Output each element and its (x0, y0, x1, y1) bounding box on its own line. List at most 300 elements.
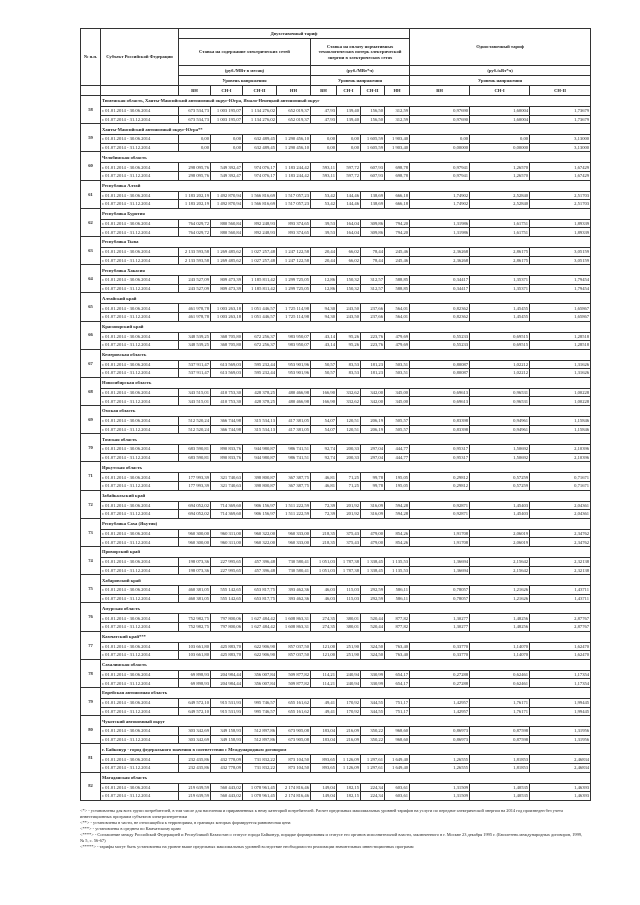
region-row (81, 208, 591, 219)
tariff-value: 960 322,00 (243, 538, 277, 547)
tariff-value: 1,43711 (530, 594, 591, 603)
tariff-value: 995 746,57 (243, 707, 277, 716)
row-number: 81 (81, 744, 101, 772)
tariff-value: 356 007,84 (243, 670, 277, 679)
region-name: Республика Бурятия (101, 208, 591, 219)
region-row (81, 124, 591, 135)
period-label: с 01.01.2014 - 30.06.2014 (101, 135, 179, 144)
tariff-value: 1 247 122,58 (277, 256, 311, 265)
tariff-value: 0,69613 (410, 388, 470, 397)
tariff-value: 983 950,07 (277, 332, 311, 341)
region-name: Республика Алтай (101, 180, 591, 191)
tariff-value: 564,01 (385, 312, 410, 321)
region-name: Красноярский край (101, 321, 591, 332)
tariff-value: 0,95317 (410, 453, 470, 462)
row-number: 64 (81, 265, 101, 293)
period-label: с 01.01.2014 - 30.06.2014 (101, 670, 179, 679)
region-name: Иркутская область (101, 462, 591, 473)
tariff-value: 764 029,72 (179, 219, 211, 228)
row-number: 68 (81, 377, 101, 405)
tariff-value: 195,05 (385, 482, 410, 491)
tariff-value: 0,71671 (530, 482, 591, 491)
tariff-value: 0,69613 (410, 397, 470, 406)
tariff-value: 2,32138 (530, 558, 591, 567)
tariff-value: 1 126,09 (337, 763, 361, 772)
period-label: с 01.07.2014 - 31.12.2014 (101, 679, 179, 688)
tariff-value: 873 104,50 (277, 763, 311, 772)
tariff-value: 509 877,82 (277, 670, 311, 679)
region-row (81, 744, 591, 755)
tariff-value: 0,96531 (470, 388, 530, 397)
tariff-value: 673 534,73 (179, 107, 211, 116)
tariff-value: 309,86 (361, 219, 385, 228)
tariff-value: 92,74 (311, 453, 337, 462)
period-label: с 01.01.2014 - 30.06.2014 (101, 332, 179, 341)
tariff-value: 1,91708 (410, 529, 470, 538)
period-label: с 01.01.2014 - 30.06.2014 (101, 727, 179, 736)
tariff-value: 115,03 (337, 594, 361, 603)
tariff-value: 444,77 (385, 445, 410, 454)
tariff-value: 1,26570 (470, 163, 530, 172)
tariff-value: 0,34417 (410, 276, 470, 285)
period-row (81, 388, 591, 397)
tariff-value: 1,21626 (470, 594, 530, 603)
tariff-value: 2,15642 (470, 566, 530, 575)
tariff-value: 0,97690 (410, 115, 470, 124)
two-part-tariff-header: Двухставочный тариф (179, 29, 410, 39)
tariff-value: 219 639,59 (179, 792, 211, 801)
tariff-value: 890 833,76 (211, 445, 243, 454)
tariff-value: 0,83398 (410, 417, 470, 426)
tariff-value: 53,42 (311, 200, 337, 209)
tariff-value: 1,40535 (470, 792, 530, 801)
tariff-value: 2,36268 (410, 256, 470, 265)
tariff-value: 560 443,02 (211, 792, 243, 801)
tariff-value: 245,46 (385, 247, 410, 256)
tariff-value: 0,62461 (470, 679, 530, 688)
tariff-value: 694 052,02 (179, 501, 211, 510)
region-row (81, 236, 591, 247)
region-row (81, 321, 591, 332)
region-name: Приморский край (101, 547, 591, 558)
tariff-value: 603,61 (385, 783, 410, 792)
tariff-value: 181,23 (361, 360, 385, 369)
tariff-value: 1,00228 (530, 388, 591, 397)
tariff-value: 537 911,47 (179, 360, 211, 369)
tariff-value: 398 800,87 (243, 473, 277, 482)
tariff-value: 1,60004 (470, 107, 530, 116)
row-number: 59 (81, 124, 101, 152)
tariff-value: 1 027 257,48 (243, 256, 277, 265)
region-row (81, 406, 591, 417)
tariff-value: 974 076,17 (243, 163, 277, 172)
tariff-value: 1 183 244,42 (277, 171, 311, 180)
period-label: с 01.07.2014 - 31.12.2014 (101, 200, 179, 209)
tariff-value: 1 134 276,02 (243, 115, 277, 124)
tariff-value: 1,62470 (530, 651, 591, 660)
tariff-value: 0,00 (211, 143, 243, 152)
row-number: 80 (81, 716, 101, 744)
tariff-value: 219 639,59 (179, 783, 211, 792)
period-label: с 01.07.2014 - 31.12.2014 (101, 792, 179, 801)
tariff-value: 0,86973 (410, 727, 470, 736)
tariff-value: 78,44 (361, 256, 385, 265)
period-label: с 01.01.2014 - 30.06.2014 (101, 417, 179, 426)
tariff-value: 586,11 (385, 586, 410, 595)
tariff-value: 367 387,75 (277, 473, 311, 482)
tariff-value: 1 078 961,45 (243, 783, 277, 792)
tariff-value: 1 605,59 (361, 143, 385, 152)
footnote: <*****> - тарифы могут быть установлены на уровне выше предельных максимальных уровней вследствие необходимости реализации значительных инвестиционных программ (80, 844, 414, 849)
row-number: 76 (81, 603, 101, 631)
tariff-value: 655 161,62 (277, 707, 311, 716)
tariff-value: 344,55 (361, 698, 385, 707)
tariff-value: 1 051,03 (311, 558, 337, 567)
level-nn: НН (277, 86, 311, 96)
tariff-value: 873 104,50 (277, 755, 311, 764)
tariff-value: 915 531,93 (211, 707, 243, 716)
tariff-value: 114,21 (311, 679, 337, 688)
region-name: Чукотский автономный округ (101, 716, 591, 727)
tariff-value: 349 158,93 (211, 727, 243, 736)
tariff-value: 968,60 (385, 727, 410, 736)
tariff-value: 66,02 (337, 256, 361, 265)
tariff-value: 1,79454 (530, 284, 591, 293)
tariff-value: 3,13000 (530, 135, 591, 144)
tariff-value: 0,80087 (410, 369, 470, 378)
one-part-tariff-header: Одноставочный тариф (410, 29, 591, 66)
tariff-value: 0,96531 (470, 397, 530, 406)
tariff-value: 1,67429 (530, 163, 591, 172)
tariff-value: 1 003 195,07 (211, 107, 243, 116)
tariff-value: 505,57 (385, 417, 410, 426)
period-label: с 01.07.2014 - 31.12.2014 (101, 707, 179, 716)
tariff-value: 1,99445 (530, 707, 591, 716)
tariff-value: 714 369,60 (211, 510, 243, 519)
level-sn1: СН-I (337, 86, 361, 96)
level-sn2: СН-II (361, 86, 385, 96)
footnote: <**> - установлены в части, не относящейся к территориям, в границах которых формируется равновесная цена (80, 820, 291, 825)
region-row (81, 631, 591, 642)
tariff-value: 3,13000 (530, 143, 591, 152)
tariff-value: 597,72 (337, 171, 361, 180)
tariff-value: 1,31626 (530, 360, 591, 369)
tariff-value: 649 572,10 (179, 707, 211, 716)
level-nn: НН (385, 86, 410, 96)
tariff-value: 960 311,00 (211, 538, 243, 547)
tariff-value: 960 333,00 (277, 529, 311, 538)
tariff-value: 730 580,41 (277, 558, 311, 567)
tariff-value: 613 569,03 (211, 360, 243, 369)
tariff-value: 1,02212 (470, 360, 530, 369)
tariff-value: 1,26555 (410, 763, 470, 772)
tariff-value: 593,11 (311, 171, 337, 180)
tariff-value: 2,87767 (530, 622, 591, 631)
tariff-value: 512 520,24 (179, 425, 211, 434)
tariff-value: 0,69515 (470, 341, 530, 350)
tariff-value: 156,50 (361, 107, 385, 116)
period-row (81, 247, 591, 256)
tariff-value: 428 378,25 (243, 397, 277, 406)
tariff-value: 20,44 (311, 247, 337, 256)
row-number: 74 (81, 547, 101, 575)
tariff-value: 138,69 (361, 200, 385, 209)
tariff-value: 960 333,00 (277, 538, 311, 547)
period-label: с 01.07.2014 - 31.12.2014 (101, 566, 179, 575)
tariff-value: 3,05159 (530, 256, 591, 265)
tariff-value: 350,22 (361, 735, 385, 744)
period-row (81, 473, 591, 482)
tariff-value: 1,14070 (470, 651, 530, 660)
tariff-value: 797 800,06 (211, 622, 243, 631)
tariff-value: 200,33 (337, 445, 361, 454)
tariff-value: 309,86 (361, 228, 385, 237)
tariff-value: 2 133 593,58 (179, 256, 211, 265)
tariff-value: 240,94 (337, 670, 361, 679)
period-label: с 01.01.2014 - 30.06.2014 (101, 586, 179, 595)
tariff-value: 968,60 (385, 735, 410, 744)
tariff-value: 72,39 (311, 501, 337, 510)
tariff-value: 1,00228 (530, 397, 591, 406)
tariff-value: 0,57259 (470, 473, 530, 482)
tariff-value: 0,86973 (410, 735, 470, 744)
region-name: Кемеровская область (101, 349, 591, 360)
tariff-value: 1 134 276,02 (243, 107, 277, 116)
tariff-value: 83,53 (337, 360, 361, 369)
tariff-value: 731 832,22 (243, 763, 277, 772)
tariff-value: 607,93 (361, 171, 385, 180)
tariff-value: 479,00 (361, 538, 385, 547)
tariff-value: 809 473,39 (211, 284, 243, 293)
tariff-value: 880 560,84 (211, 219, 243, 228)
tariff-value: 138,69 (361, 191, 385, 200)
tariff-value: 1,17354 (530, 670, 591, 679)
level-sn1: СН-I (211, 86, 243, 96)
tariff-value: 461 978,78 (179, 312, 211, 321)
tariff-value: 1,89339 (530, 228, 591, 237)
tariff-value: 960 322,00 (243, 529, 277, 538)
period-label: с 01.07.2014 - 31.12.2014 (101, 143, 179, 152)
period-row (81, 332, 591, 341)
tariff-value: 1 787,38 (337, 558, 361, 567)
region-row (81, 603, 591, 614)
tariff-value: 223,76 (361, 341, 385, 350)
period-row (81, 115, 591, 124)
period-row (81, 622, 591, 631)
tariff-value: 1 297,61 (361, 755, 385, 764)
tariff-value: 854,26 (385, 529, 410, 538)
tariff-value: 330,99 (361, 679, 385, 688)
tariff-value: 342,00 (361, 397, 385, 406)
tariff-value: 597,72 (337, 163, 361, 172)
tariff-value: 1,31956 (530, 735, 591, 744)
tariff-value: 603,61 (385, 792, 410, 801)
tariff-value: 345,00 (385, 397, 410, 406)
tariff-value: 480 466,98 (277, 388, 311, 397)
tariff-value: 121,00 (311, 642, 337, 651)
period-row (81, 284, 591, 293)
tariff-value: 1 511 222,59 (277, 501, 311, 510)
tariff-value: 1 051 446,57 (243, 304, 277, 313)
tariff-value: 144,46 (337, 200, 361, 209)
region-row (81, 490, 591, 501)
tariff-value: 652 019,37 (277, 115, 311, 124)
period-label: с 01.07.2014 - 31.12.2014 (101, 594, 179, 603)
period-row (81, 417, 591, 426)
row-number: 79 (81, 687, 101, 715)
region-name: Республика Саха (Якутия) (101, 518, 591, 529)
tariff-value: 1,43711 (530, 586, 591, 595)
tariff-value: 763,40 (385, 651, 410, 660)
tariff-value: 0,00 (337, 135, 361, 144)
region-name: Тюменская область, Ханты-Мансийский автономный округ-Югра, Ямало-Ненецкий автономный округ (101, 96, 591, 107)
tariff-value: 99,78 (361, 473, 385, 482)
tariff-value: 1,74902 (410, 191, 470, 200)
tariff-value: 0,27288 (410, 670, 470, 679)
tariff-value: 594,28 (385, 501, 410, 510)
tariff-value: 1 299 725,05 (277, 284, 311, 293)
tariff-value: 673 534,73 (179, 115, 211, 124)
tariff-value: 12,86 (311, 276, 337, 285)
tariff-value: 586,11 (385, 594, 410, 603)
maintenance-rate-header: Ставка на содержание электрических сетей (179, 39, 311, 66)
tariff-value: 2,04361 (530, 501, 591, 510)
tariff-value: 1 492 870,94 (211, 191, 243, 200)
tariff-value: 509 877,82 (277, 679, 311, 688)
region-row (81, 575, 591, 586)
tariff-value: 1,17354 (530, 679, 591, 688)
tariff-value: 1,73679 (530, 107, 591, 116)
tariff-value: 2,52840 (470, 191, 530, 200)
tariff-value: 730 580,41 (277, 566, 311, 575)
tariff-value: 1 608 863,31 (277, 622, 311, 631)
period-label: с 01.07.2014 - 31.12.2014 (101, 256, 179, 265)
tariff-value: 1,45403 (470, 510, 530, 519)
tariff-value: 632 489,45 (243, 143, 277, 152)
tariff-value: 2,15642 (470, 558, 530, 567)
tariff-value: 0,00 (410, 135, 470, 144)
tariff-value: 243,50 (337, 312, 361, 321)
tariff-value: 69 898,93 (179, 670, 211, 679)
tariff-value: 2,10396 (530, 453, 591, 462)
tariff-value: 316,09 (361, 510, 385, 519)
region-name: Забайкальский край (101, 490, 591, 501)
tariff-value: 1 135,53 (385, 566, 410, 575)
tariff-value: 0,29812 (410, 473, 470, 482)
tariff-value: 201,92 (337, 501, 361, 510)
region-row (81, 377, 591, 388)
tariff-value: 0,82362 (410, 304, 470, 313)
period-row (81, 529, 591, 538)
tariff-value: 224,34 (361, 783, 385, 792)
tariff-value: 303 342,69 (179, 735, 211, 744)
tariff-value: 1,76171 (470, 707, 530, 716)
tariff-value: 332,62 (337, 397, 361, 406)
footnote: <***> - установлены в среднем по Камчатскому краю (80, 826, 181, 831)
tariff-value: 166,90 (311, 397, 337, 406)
tariff-value: 1,28518 (530, 341, 591, 350)
tariff-value: 237,66 (361, 312, 385, 321)
tariff-value: 986 741,51 (277, 453, 311, 462)
tariff-value: 1 078 961,45 (243, 792, 277, 801)
empty-cell (81, 86, 101, 96)
tariff-value: 683 590,81 (179, 445, 211, 454)
region-name: Амурская область (101, 603, 591, 614)
tariff-value: 368 705,80 (211, 332, 243, 341)
region-row (81, 772, 591, 783)
period-row (81, 586, 591, 595)
tariff-value: 653 817,75 (243, 594, 277, 603)
tariff-value: 0,00000 (410, 143, 470, 152)
region-name: Республика Тыва (101, 236, 591, 247)
tariff-value: 1 185 811,42 (243, 276, 277, 285)
tariff-value: 892 248,93 (243, 228, 277, 237)
level-sn2: СН-II (530, 86, 591, 96)
tariff-value: 588,85 (385, 284, 410, 293)
tariff-value: 177 993,39 (179, 482, 211, 491)
period-row (81, 453, 591, 462)
tariff-value: 890 833,76 (211, 453, 243, 462)
tariff-value: 1,45455 (470, 312, 530, 321)
tariff-value: 39,53 (311, 219, 337, 228)
tariff-value: 1 183 202,19 (179, 191, 211, 200)
row-number: 71 (81, 462, 101, 490)
tariff-value: 564,01 (385, 304, 410, 313)
tariff-value: 251,90 (337, 642, 361, 651)
tariff-value: 50,57 (311, 369, 337, 378)
tariff-value: 1,36694 (410, 558, 470, 567)
tariff-value: 1,40535 (470, 783, 530, 792)
tariff-value: 380,01 (337, 614, 361, 623)
tariff-value: 512 520,24 (179, 417, 211, 426)
tariff-value: 607,93 (361, 163, 385, 172)
tariff-value: 297,04 (361, 445, 385, 454)
tariff-value: 0,97941 (410, 163, 470, 172)
tariff-value: 2,86175 (470, 256, 530, 265)
tariff-value: 201,92 (337, 510, 361, 519)
row-number: 65 (81, 293, 101, 321)
tariff-value: 1 299 725,05 (277, 276, 311, 285)
tariff-value: 181,23 (361, 369, 385, 378)
row-number: 61 (81, 180, 101, 208)
tariff-value: 457 396,48 (243, 566, 277, 575)
tariff-value: 479,69 (385, 332, 410, 341)
tariff-value: 1 183 202,19 (179, 200, 211, 209)
tariff-value: 195,05 (385, 473, 410, 482)
tariff-value: 854,26 (385, 538, 410, 547)
tariff-value: 324,50 (361, 642, 385, 651)
tariff-value: 78,44 (361, 247, 385, 256)
losses-rate-header: Ставка на оплату нормативных технологических потерь электрической энергии в электрических сетях (311, 39, 410, 66)
tariff-value: 1,30277 (410, 622, 470, 631)
tariff-value: 115,03 (337, 586, 361, 595)
period-row (81, 397, 591, 406)
tariff-value: 595 232,44 (243, 360, 277, 369)
tariff-value: 2 174 816,46 (277, 783, 311, 792)
tariff-value: 200,33 (337, 453, 361, 462)
tariff-value: 166,90 (311, 388, 337, 397)
tariff-value: 944 980,87 (243, 453, 277, 462)
tariff-value: 330,99 (361, 670, 385, 679)
tariff-value: 622 906,90 (243, 651, 277, 660)
tariff-value: 2,04361 (530, 510, 591, 519)
region-row (81, 96, 591, 107)
tariff-value: 893,65 (311, 755, 337, 764)
tariff-value: 0,55233 (410, 332, 470, 341)
tariff-value: 1,31626 (530, 369, 591, 378)
tariff-value: 49,41 (311, 707, 337, 716)
tariff-value: 673 905,08 (277, 735, 311, 744)
